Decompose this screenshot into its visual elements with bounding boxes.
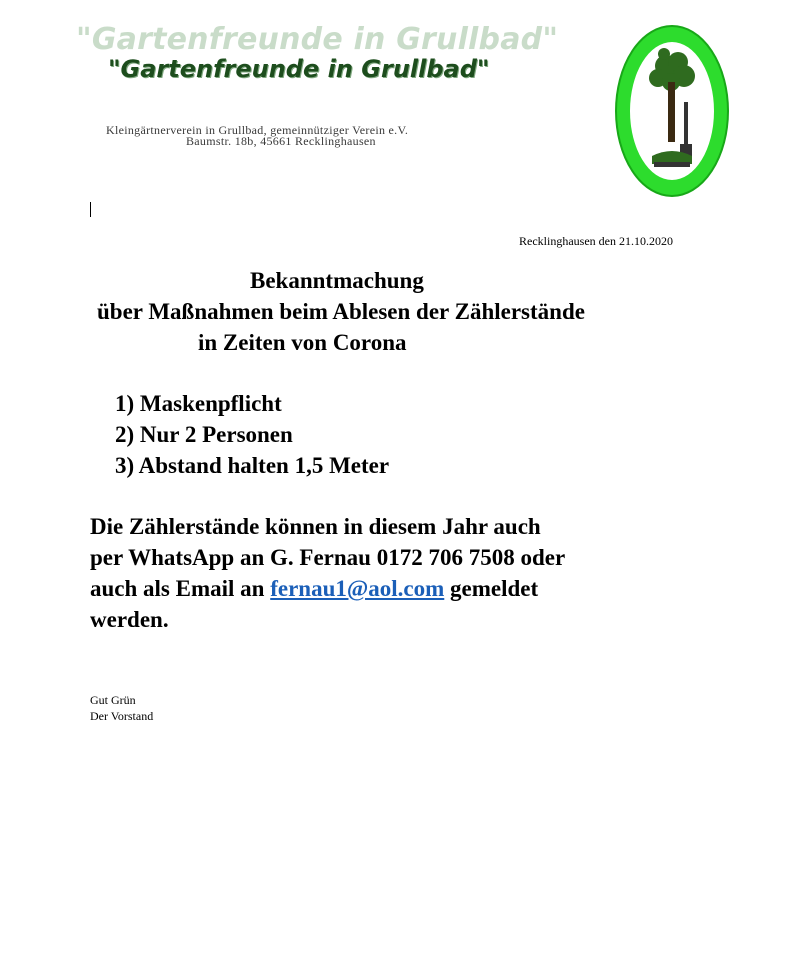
club-address-line-1: Kleingärtnerverein in Grullbad, gemeinnütziger Verein e.V. [106, 123, 409, 137]
body-line [90, 573, 690, 604]
body-paragraph [90, 511, 690, 635]
club-seal-icon [614, 24, 730, 198]
text-cursor [90, 202, 91, 217]
rule-item: 3) Abstand halten 1,5 Meter [115, 453, 390, 478]
title-line-1: Bekanntmachung [250, 268, 424, 293]
body-text: gemeldet [444, 576, 539, 601]
club-name-heading: "Gartenfreunde in Grullbad" [108, 55, 490, 83]
body-line: per WhatsApp an G. Fernau 0172 706 7508 oder [90, 545, 566, 570]
body-text: auch als Email an [90, 576, 271, 601]
signature-signer: Der Vorstand [90, 709, 154, 723]
rule-item: 1) Maskenpflicht [115, 391, 282, 416]
title-line-3: in Zeiten von Corona [198, 330, 407, 355]
club-address-line-2: Baumstr. 18b, 45661 Recklinghausen [186, 134, 376, 148]
rule-item: 2) Nur 2 Personen [115, 422, 293, 447]
club-name-watermark: "Gartenfreunde in Grullbad" [76, 22, 559, 57]
email-link[interactable]: fernau1@aol.com [270, 576, 445, 601]
signature-greeting: Gut Grün [90, 693, 136, 707]
body-line: Die Zählerstände können in diesem Jahr auch [90, 514, 541, 539]
title-line-2: über Maßnahmen beim Ablesen der Zählerstände [97, 299, 585, 324]
date-line: Recklinghausen den 21.10.2020 [519, 234, 673, 248]
body-line: werden. [90, 607, 169, 632]
